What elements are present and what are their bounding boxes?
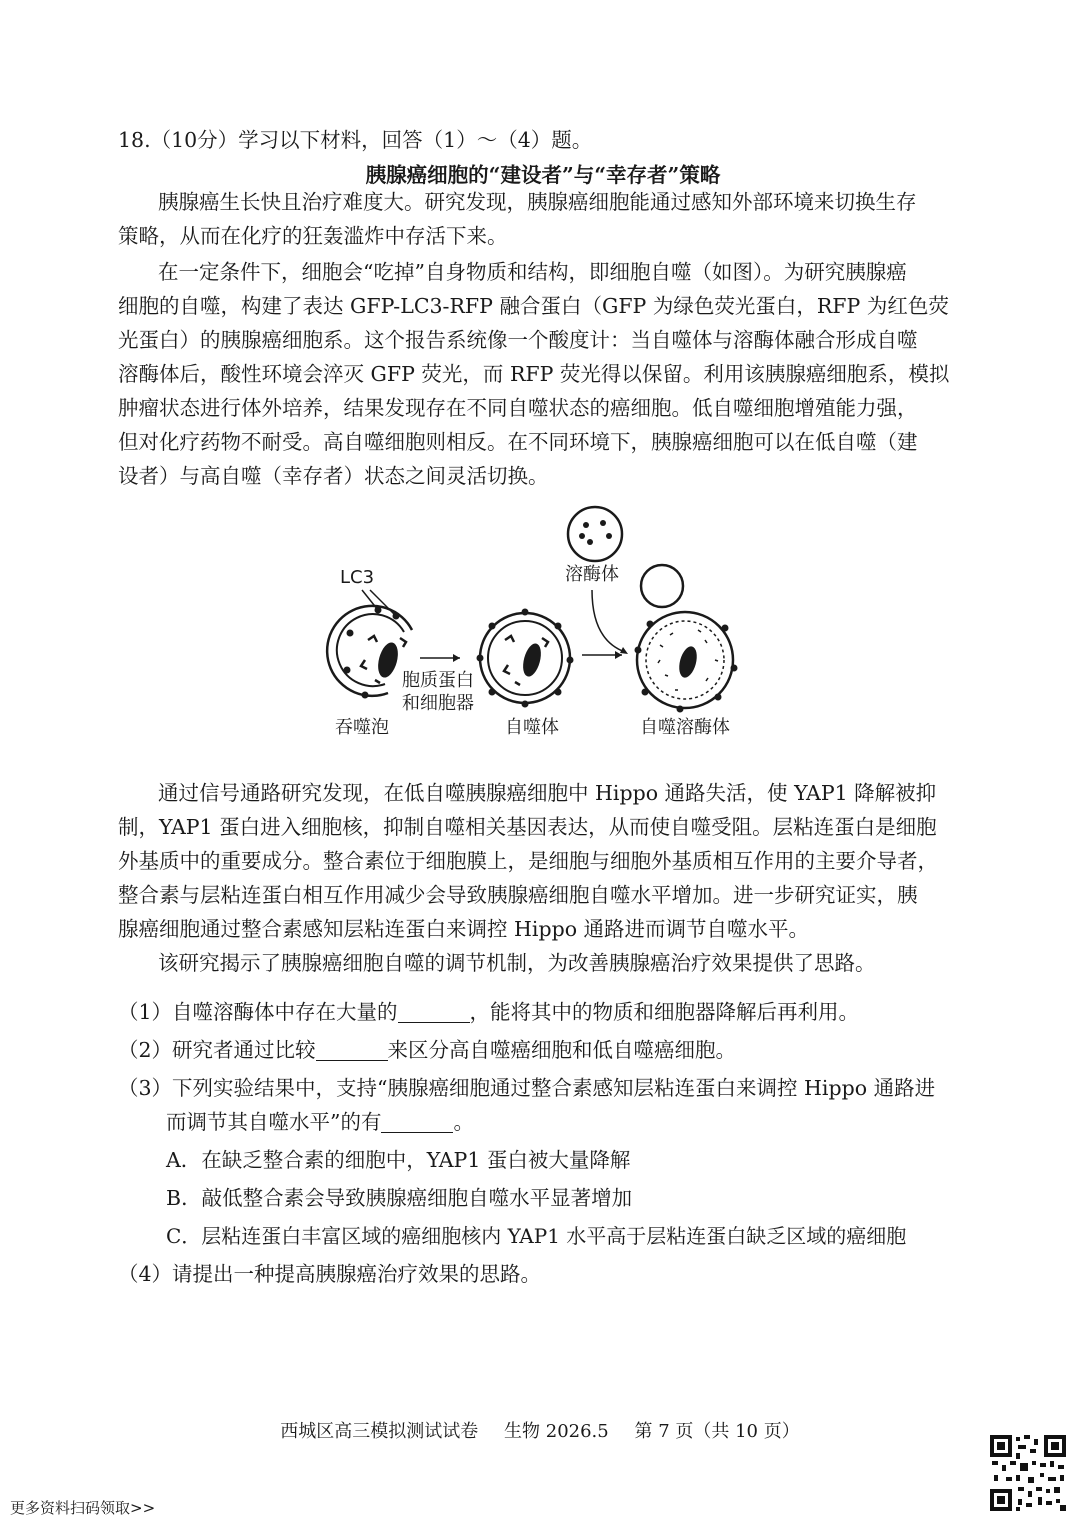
paragraph2-line5: 肿瘤状态进行体外培养，结果发现存在不同自噬状态的癌细胞。低自噬细胞增殖能力强， xyxy=(118,396,918,420)
paragraph2-line2: 细胞的自噬，构建了表达 GFP-LC3-RFP 融合蛋白（GFP 为绿色荧光蛋白，RFP 为红色荧 xyxy=(118,294,949,318)
label-lysosome: 溶酶体 xyxy=(565,564,619,585)
label-lc3: LC3 xyxy=(340,567,375,588)
footer-subject: 生物 2026.5 xyxy=(504,1421,609,1442)
paragraph2-line3: 光蛋白）的胰腺癌细胞系。这个报告系统像一个酸度计：当自噬体与溶酶体融合形成自噬 xyxy=(118,328,918,352)
footer-page: 第 7 页（共 10 页） xyxy=(634,1421,800,1442)
question-2 xyxy=(118,1032,736,1068)
paragraph1-line2: 策略，从而在化疗的狂轰滥炸中存活下来。 xyxy=(118,224,508,248)
q2-text-after: 来区分高自噬癌细胞和低自噬癌细胞。 xyxy=(387,1038,737,1062)
autophagy-diagram xyxy=(320,500,760,750)
label-cargo-line1: 胞质蛋白 xyxy=(402,670,474,691)
label-phagophore: 吞噬泡 xyxy=(335,717,389,738)
paragraph3-line3: 外基质中的重要成分。整合素位于细胞膜上，是细胞与细胞外基质相互作用的主要介导者， xyxy=(118,849,938,873)
q3-answer-blank[interactable] xyxy=(381,1110,453,1133)
more-resources-link[interactable]: 更多资料扫码领取>> xyxy=(10,1499,156,1517)
page-footer xyxy=(0,1418,1080,1446)
autophagosome-icon xyxy=(477,609,574,708)
question-3-line2 xyxy=(166,1104,474,1140)
option-a: A．在缺乏整合素的细胞中，YAP1 蛋白被大量降解 xyxy=(166,1148,631,1172)
paragraph3-line4: 整合素与层粘连蛋白相互作用减少会导致胰腺癌细胞自噬水平增加。进一步研究证实，胰 xyxy=(118,883,918,907)
qr-code-icon[interactable] xyxy=(988,1433,1068,1513)
lysosome-icon xyxy=(568,507,622,561)
q3-text-after: 。 xyxy=(453,1110,474,1134)
footer-school: 西城区高三模拟测试试卷 xyxy=(280,1421,479,1442)
option-b: B．敲低整合素会导致胰腺癌细胞自噬水平显著增加 xyxy=(166,1186,633,1210)
autolysosome-icon xyxy=(635,565,738,713)
material-title: 胰腺癌细胞的“建设者”与“幸存者”策略 xyxy=(365,163,721,187)
q3-text-before: 而调节其自噬水平”的有 xyxy=(166,1110,382,1134)
label-cargo-line2: 和细胞器 xyxy=(402,693,474,714)
question-header: 18.（10分）学习以下材料，回答（1）～（4）题。 xyxy=(118,128,593,152)
paragraph3-line1: 通过信号通路研究发现，在低自噬胰腺癌细胞中 Hippo 通路失活，使 YAP1 降解被抑 xyxy=(158,781,937,805)
phagophore-icon xyxy=(327,606,412,699)
q2-text-before: （2）研究者通过比较 xyxy=(118,1038,316,1062)
paragraph3-line2: 制，YAP1 蛋白进入细胞核，抑制自噬相关基因表达，从而使自噬受阻。层粘连蛋白是细胞 xyxy=(118,815,937,839)
q2-answer-blank[interactable] xyxy=(316,1038,388,1061)
paragraph3-line5: 腺癌细胞通过整合素感知层粘连蛋白来调控 Hippo 通路进而调节自噬水平。 xyxy=(118,917,810,941)
paragraph2-line1: 在一定条件下，细胞会“吃掉”自身物质和结构，即细胞自噬（如图）。为研究胰腺癌 xyxy=(158,260,907,284)
question-4: （4）请提出一种提高胰腺癌治疗效果的思路。 xyxy=(118,1262,542,1286)
label-autophagosome: 自噬体 xyxy=(505,717,559,738)
question-1 xyxy=(118,994,859,1030)
label-autolysosome: 自噬溶酶体 xyxy=(640,717,730,738)
paragraph2-line6: 但对化疗药物不耐受。高自噬细胞则相反。在不同环境下，胰腺癌细胞可以在低自噬（建 xyxy=(118,430,918,454)
paragraph2-line7: 设者）与高自噬（幸存者）状态之间灵活切换。 xyxy=(118,464,549,488)
paragraph1-line1: 胰腺癌生长快且治疗难度大。研究发现，胰腺癌细胞能通过感知外部环境来切换生存 xyxy=(158,190,917,214)
paragraph2-line4: 溶酶体后，酸性环境会淬灭 GFP 荧光，而 RFP 荧光得以保留。利用该胰腺癌细胞系，模拟 xyxy=(118,362,950,386)
q1-text-before: （1）自噬溶酶体中存在大量的 xyxy=(118,1000,398,1024)
question-3-line1: （3）下列实验结果中，支持“胰腺癌细胞通过整合素感知层粘连蛋白来调控 Hippo 通路进 xyxy=(118,1076,936,1100)
q1-text-after: ，能将其中的物质和细胞器降解后再利用。 xyxy=(469,1000,860,1024)
q1-answer-blank[interactable] xyxy=(398,1000,470,1023)
paragraph4: 该研究揭示了胰腺癌细胞自噬的调节机制，为改善胰腺癌治疗效果提供了思路。 xyxy=(158,951,876,975)
option-c: C．层粘连蛋白丰富区域的癌细胞核内 YAP1 水平高于层粘连蛋白缺乏区域的癌细胞 xyxy=(166,1224,907,1248)
